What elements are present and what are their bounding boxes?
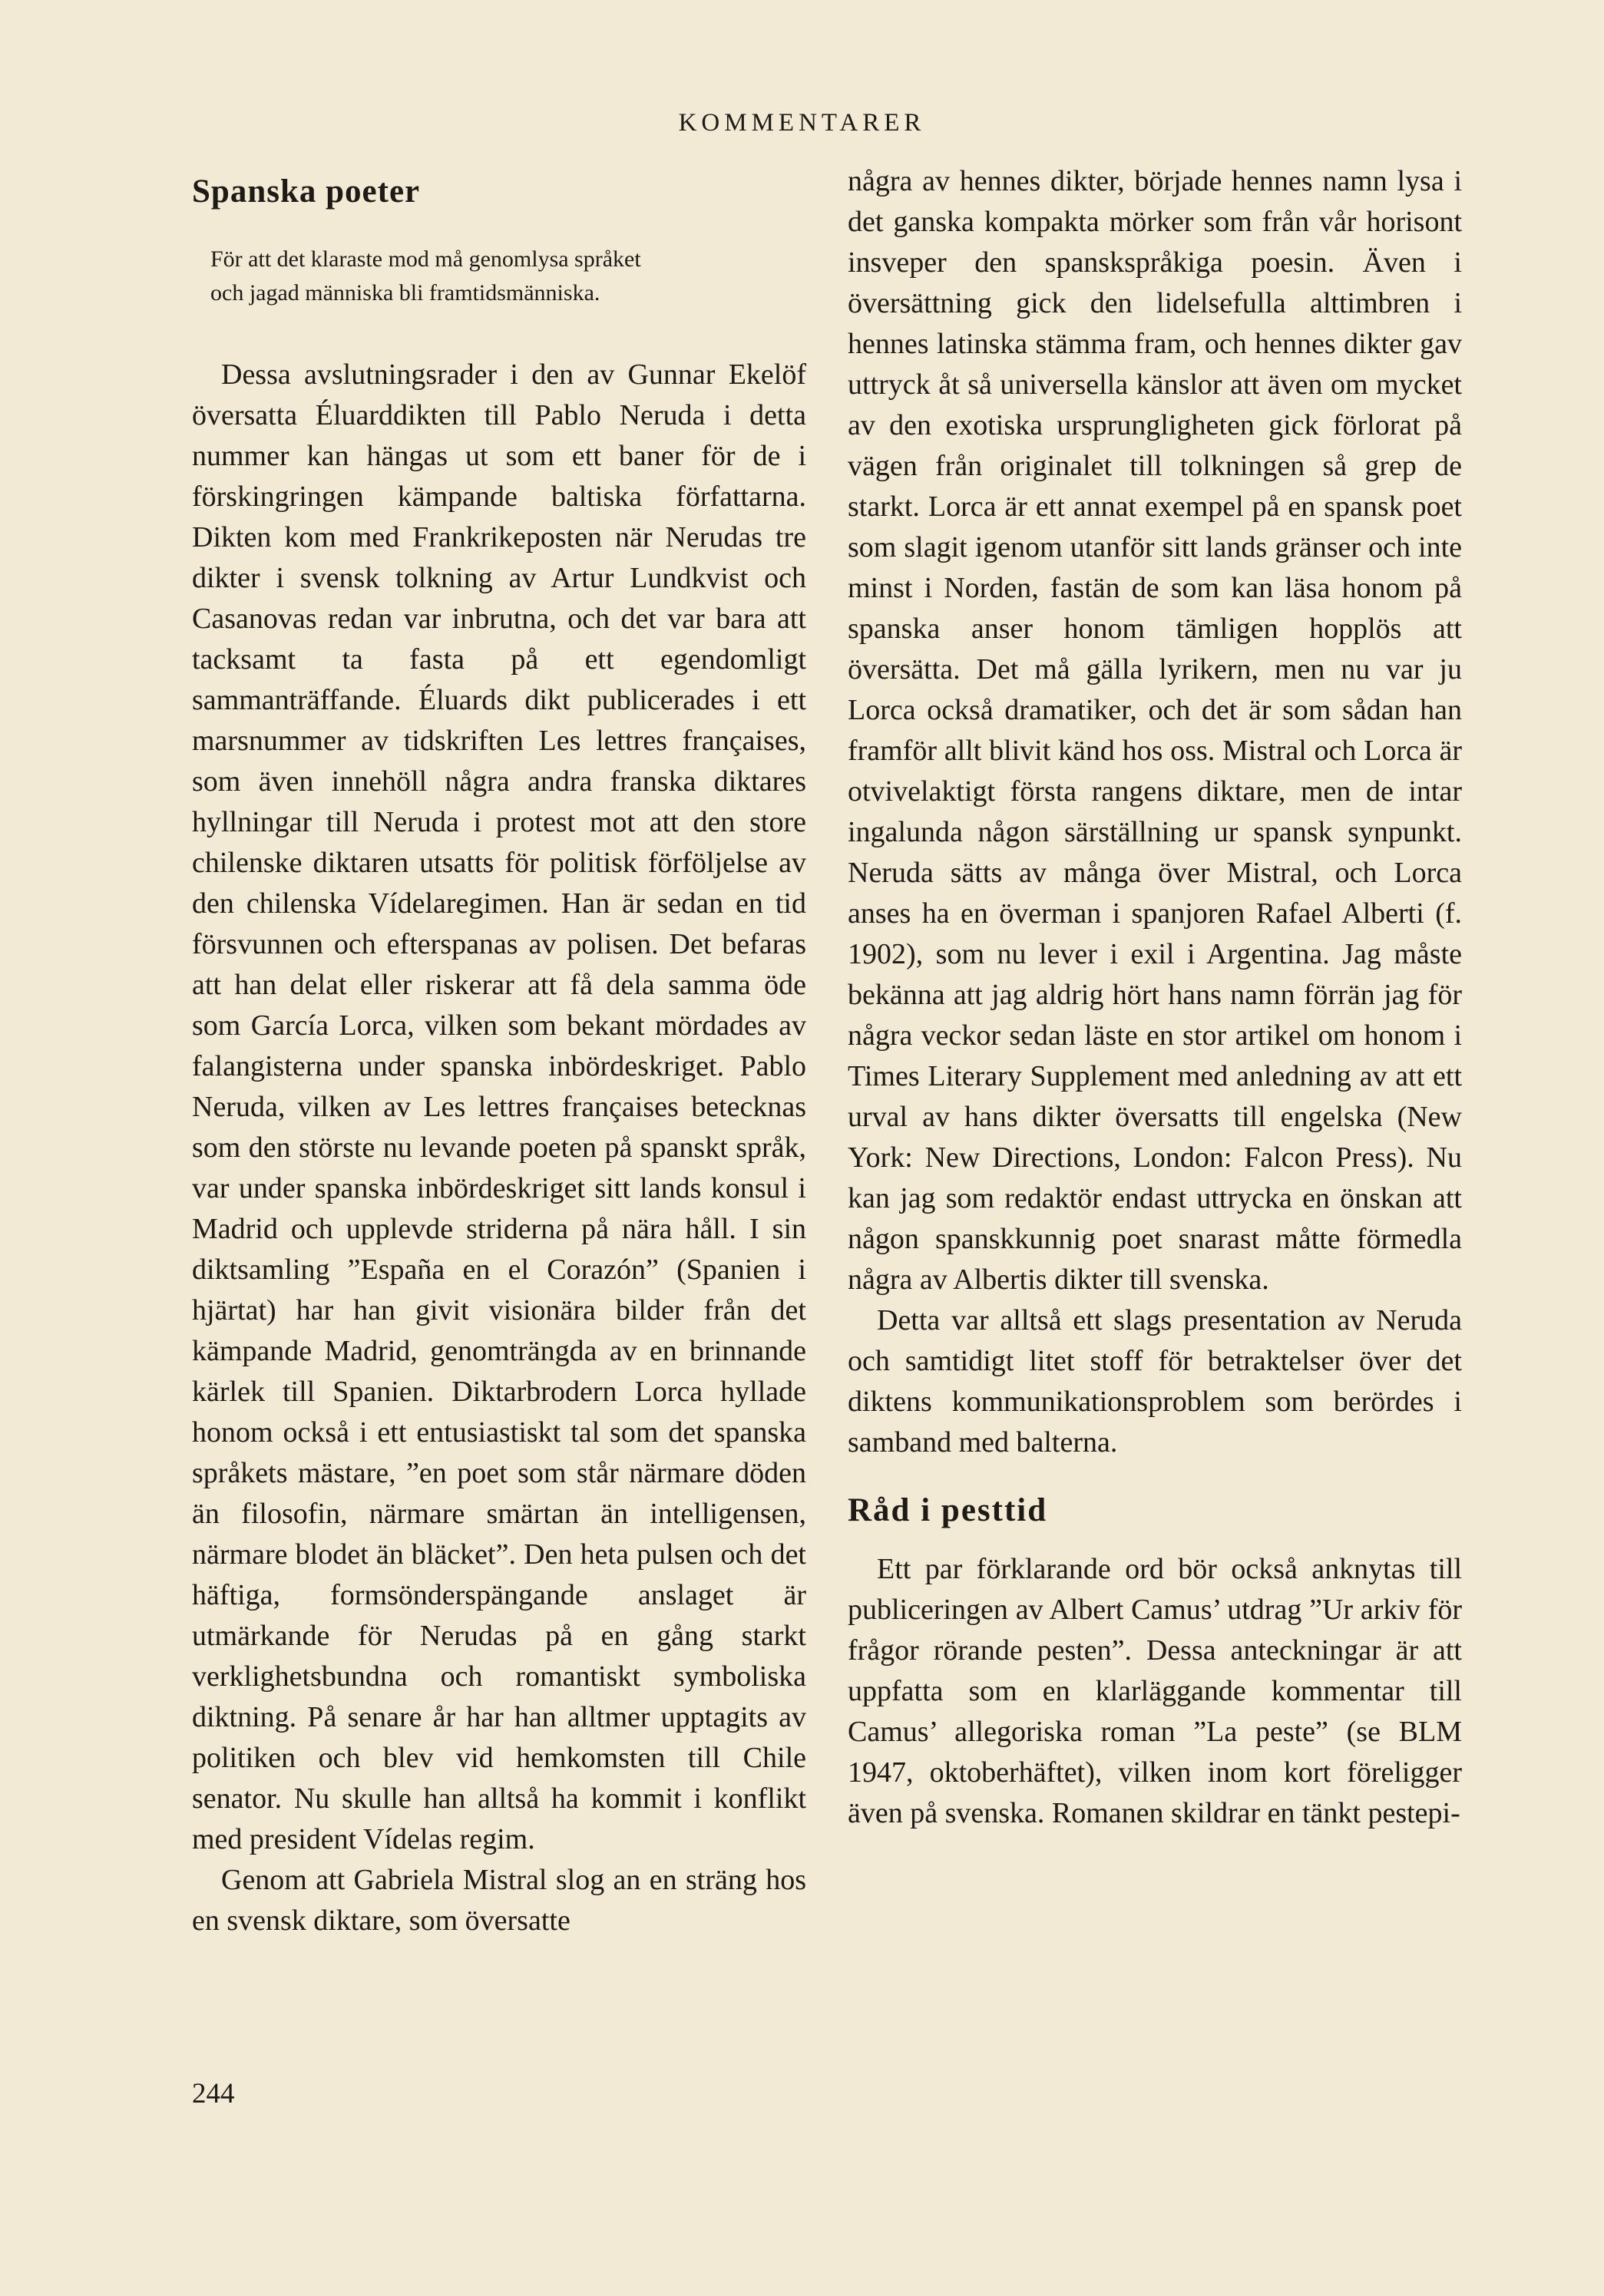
page-number: 244 — [192, 2078, 235, 2109]
left-column — [192, 161, 806, 1941]
body-paragraph: Detta var alltså ett slags presentation av Neruda och samtidigt litet stoff för betraktelser över det diktens kommunikationsproblem som berördes i samband med balterna. — [848, 1304, 1462, 1459]
running-head: KOMMENTARER — [678, 109, 926, 137]
epigraph-line: och jagad människa bli framtidsmänniska. — [210, 280, 600, 306]
body-paragraph: Ett par förklarande ord bör också anknytas till publiceringen av Albert Camus’ utdrag ”Ur arkiv för frågor rörande pesten”. Dessa anteckningar är att uppfatta som en klarläggande kommentar till Camus’ allegoriska roman ”La peste” (se BLM 1947, oktoberhäftet), vilken inom kort föreligger även på svenska. Romanen skildrar en tänkt pestepi- — [848, 1553, 1462, 1829]
epigraph-line: För att det klaraste mod må genomlysa språket — [210, 246, 641, 272]
body-paragraph: Dessa avslutningsrader i den av Gunnar Ekelöf översatta Éluarddikten till Pablo Neruda i detta nummer kan hängas ut som ett baner för de i förskingringen kämpande baltiska författarna. Dikten kom med Frankrikeposten när Nerudas tre dikter i svensk tolkning av Artur Lundkvist och Casanovas redan var inbrutna, och det var bara att tacksamt ta fasta på ett egendomligt sammanträffande. Éluards dikt publicerades i ett marsnummer av tidskriften Les lettres françaises, som även innehöll några andra franska diktares hyllningar till Neruda i protest mot att den store chilenske diktaren utsatts för politisk förföljelse av den chilenska Vídelaregimen. Han är sedan en tid försvunnen och efterspanas av polisen. Det befaras att han delat eller riskerar att få dela samma öde som García Lorca, vilken som bekant mördades av falangisterna under spanska inbördeskriget. Pablo Neruda, vilken av Les lettres françaises betecknas som den störste nu levande poeten på spanskt språk, var under spanska inbördeskriget sitt lands konsul i Madrid och upplevde striderna på nära håll. I sin diktsamling ”España en el Corazón” (Spanien i hjärtat) har han givit visionära bilder från det kämpande Madrid, genomträngda av en brinnande kärlek till Spanien. Diktarbrodern Lorca hyllade honom också i ett entusiastiskt tal som det spanska språkets mästare, ”en poet som står närmare döden än filosofin, närmare smärtan än intelligensen, närmare blodet än bläcket”. Den heta pulsen och det häftiga, formsönderspängande anslaget är utmärkande för Nerudas på en gång starkt verklighetsbundna och romantiskt symboliska diktning. På senare år har han alltmer upptagits av politiken och blev vid hemkomsten till Chile senator. Nu skulle han alltså ha kommit i konflikt med president Vídelas regim. — [192, 358, 806, 1855]
body-paragraph: några av hennes dikter, började hennes namn lysa i det ganska kompakta mörker som från vår horisont insveper den spanskspråkiga poesin. Även i översättning gick den lidelsefulla alttimbren i hennes latinska stämma fram, och hennes dikter gav uttryck åt så universella känslor att även om mycket av den exotiska ursprungligheten gick förlorat på vägen från originalet till tolkningen så grep de starkt. Lorca är ett annat exempel på en spansk poet som slagit igenom utanför sitt lands gränser och inte minst i Norden, fastän de som kan läsa honom på spanska anser honom tämligen hopplös att översätta. Det må gälla lyrikern, men nu var ju Lorca också dramatiker, och det är som sådan han framför allt blivit känd hos oss. Mistral och Lorca är otvivelaktigt första rangens diktare, men de intar ingalunda någon särställning ur spansk synpunkt. Neruda sätts av många över Mistral, och Lorca anses ha en överman i spanjoren Rafael Alberti (f. 1902), som nu lever i exil i Argentina. Jag måste bekänna att jag aldrig hört hans namn förrän jag för några veckor sedan läste en stor artikel om honom i Times Literary Supplement med anledning av att ett urval av hans dikter översatts till engelska (New York: New Directions, London: Falcon Press). Nu kan jag som redaktör endast uttrycka en önskan att någon spanskkunnig poet snarast måtte förmedla några av Albertis dikter till svenska. — [848, 165, 1462, 1296]
section-title-rad-i-pesttid: Råd i pesttid — [848, 1492, 1048, 1528]
epigraph — [210, 243, 806, 310]
right-column — [848, 161, 1462, 1834]
body-paragraph: Genom att Gabriela Mistral slog an en sträng hos en svensk diktare, som översatte — [192, 1864, 806, 1937]
section-title-spanska-poeter: Spanska poeter — [192, 173, 421, 210]
